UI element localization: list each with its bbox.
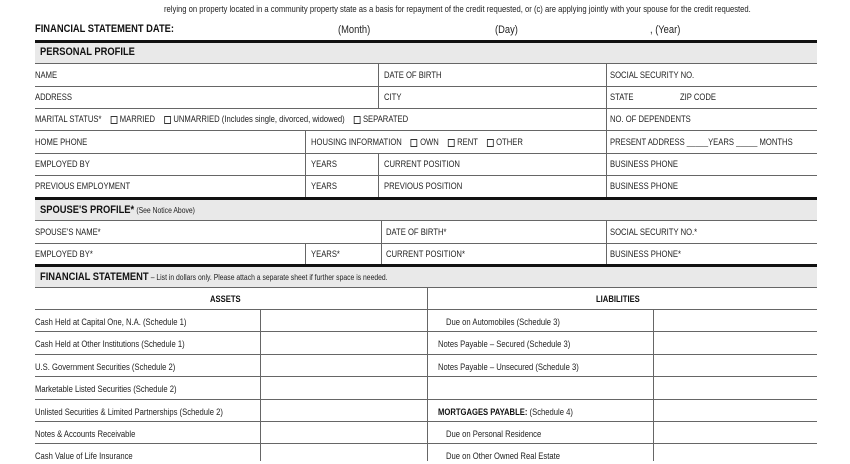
dob-field[interactable]: DATE OF BIRTH [384, 70, 442, 80]
home-phone-field[interactable]: HOME PHONE [35, 137, 88, 147]
address-field[interactable]: ADDRESS [35, 92, 72, 102]
spouse-employed-by-field[interactable]: EMPLOYED BY* [35, 249, 93, 259]
asset-row-label: Cash Value of Life Insurance [35, 451, 133, 461]
name-field[interactable]: NAME [35, 70, 58, 80]
asset-value-input[interactable] [262, 445, 426, 464]
spouse-name-field[interactable]: SPOUSE'S NAME* [35, 227, 101, 237]
asset-row-label: Cash Held at Capital One, N.A. (Schedule 1) [35, 317, 187, 327]
liability-value-input[interactable] [655, 423, 817, 442]
ssn-field[interactable]: SOCIAL SECURITY NO. [610, 70, 695, 80]
month-field[interactable]: (Month) [338, 24, 371, 36]
married-label: MARRIED [119, 114, 156, 124]
spouse-business-phone-field[interactable]: BUSINESS PHONE* [610, 249, 682, 259]
asset-value-input[interactable] [262, 311, 426, 330]
asset-row-label: Marketable Listed Securities (Schedule 2) [35, 384, 177, 394]
financial-note: – List in dollars only. Please attach a separate sheet if further space is needed. [150, 273, 388, 282]
liability-value-input[interactable] [655, 401, 817, 420]
spouse-note: (See Notice Above) [136, 206, 195, 215]
section-title: PERSONAL PROFILE [40, 46, 135, 58]
marital-label: MARITAL STATUS* [35, 114, 102, 124]
liabilities-header: LIABILITIES [596, 294, 640, 304]
day-field[interactable]: (Day) [495, 24, 518, 36]
asset-value-input[interactable] [262, 356, 426, 375]
rent-checkbox[interactable] [448, 139, 455, 147]
asset-row-label: Cash Held at Other Institutions (Schedule 1) [35, 339, 185, 349]
asset-row-label: Unlisted Securities & Limited Partnerships (Schedule 2) [35, 407, 223, 417]
statement-date-label: FINANCIAL STATEMENT DATE: [35, 23, 175, 35]
own-label: OWN [420, 137, 439, 147]
spouse-title: SPOUSE'S PROFILE* [40, 204, 135, 216]
housing-group [311, 137, 523, 148]
spouse-years-field[interactable]: YEARS* [311, 249, 340, 259]
dependents-field[interactable]: NO. OF DEPENDENTS [610, 114, 691, 124]
previous-employment-field[interactable]: PREVIOUS EMPLOYMENT [35, 181, 131, 191]
asset-row-label: U.S. Government Securities (Schedule 2) [35, 362, 176, 372]
liability-row-label: Due on Automobiles (Schedule 3) [446, 317, 560, 327]
asset-row-label: Notes & Accounts Receivable [35, 429, 136, 439]
liability-row-label: Notes Payable – Unsecured (Schedule 3) [438, 362, 579, 372]
notice-text: relying on property located in a community property state as a basis for repayment of the credit requested, or (c) are applying jointly with your spouse for the credit requested. [164, 4, 751, 14]
unmarried-checkbox[interactable] [164, 116, 171, 124]
previous-business-phone-field[interactable]: BUSINESS PHONE [610, 181, 679, 191]
mortgages-note: (Schedule 4) [529, 407, 573, 417]
city-field[interactable]: CITY [384, 92, 402, 102]
employed-by-field[interactable]: EMPLOYED BY [35, 159, 90, 169]
asset-value-input[interactable] [262, 401, 426, 420]
assets-header: ASSETS [210, 294, 241, 304]
other-checkbox[interactable] [487, 139, 494, 147]
asset-value-input[interactable] [262, 333, 426, 352]
liability-value-input[interactable] [655, 378, 817, 397]
zip-field[interactable]: ZIP CODE [680, 92, 716, 102]
own-checkbox[interactable] [411, 139, 418, 147]
mortgages-title: MORTGAGES PAYABLE: [438, 407, 528, 417]
mortgages-payable-label [438, 407, 573, 418]
previous-position-field[interactable]: PREVIOUS POSITION [384, 181, 463, 191]
other-label: OTHER [496, 137, 523, 147]
liability-row-label: Due on Personal Residence [446, 429, 542, 439]
separated-label: SEPARATED [362, 114, 409, 124]
liability-value-input[interactable] [655, 311, 817, 330]
business-phone-field[interactable]: BUSINESS PHONE [610, 159, 679, 169]
spouse-ssn-field[interactable]: SOCIAL SECURITY NO.* [610, 227, 698, 237]
previous-years-field[interactable]: YEARS [311, 181, 337, 191]
asset-value-input[interactable] [262, 378, 426, 397]
liability-value-input[interactable] [655, 445, 817, 464]
liability-row-label: Due on Other Owned Real Estate [446, 451, 560, 461]
rent-label: RENT [457, 137, 478, 147]
liability-value-input[interactable] [655, 356, 817, 375]
present-address-field[interactable]: PRESENT ADDRESS _____YEARS _____ MONTHS [610, 137, 793, 147]
married-checkbox[interactable] [110, 116, 117, 124]
unmarried-label: UNMARRIED (Includes single, divorced, widowed) [173, 114, 345, 124]
section-title [40, 205, 195, 216]
separated-checkbox[interactable] [354, 116, 361, 124]
year-field[interactable]: , (Year) [650, 24, 681, 36]
marital-status-group [35, 114, 408, 125]
housing-label: HOUSING INFORMATION [311, 137, 402, 147]
years-field[interactable]: YEARS [311, 159, 337, 169]
liability-row-label: Notes Payable – Secured (Schedule 3) [438, 339, 571, 349]
spouse-dob-field[interactable]: DATE OF BIRTH* [386, 227, 447, 237]
liability-value-input[interactable] [655, 333, 817, 352]
personal-profile-header [35, 43, 817, 63]
financial-title: FINANCIAL STATEMENT [40, 271, 149, 283]
current-position-field[interactable]: CURRENT POSITION [384, 159, 460, 169]
section-title [40, 272, 388, 283]
spouse-position-field[interactable]: CURRENT POSITION* [386, 249, 465, 259]
asset-value-input[interactable] [262, 423, 426, 442]
state-field[interactable]: STATE [610, 92, 634, 102]
